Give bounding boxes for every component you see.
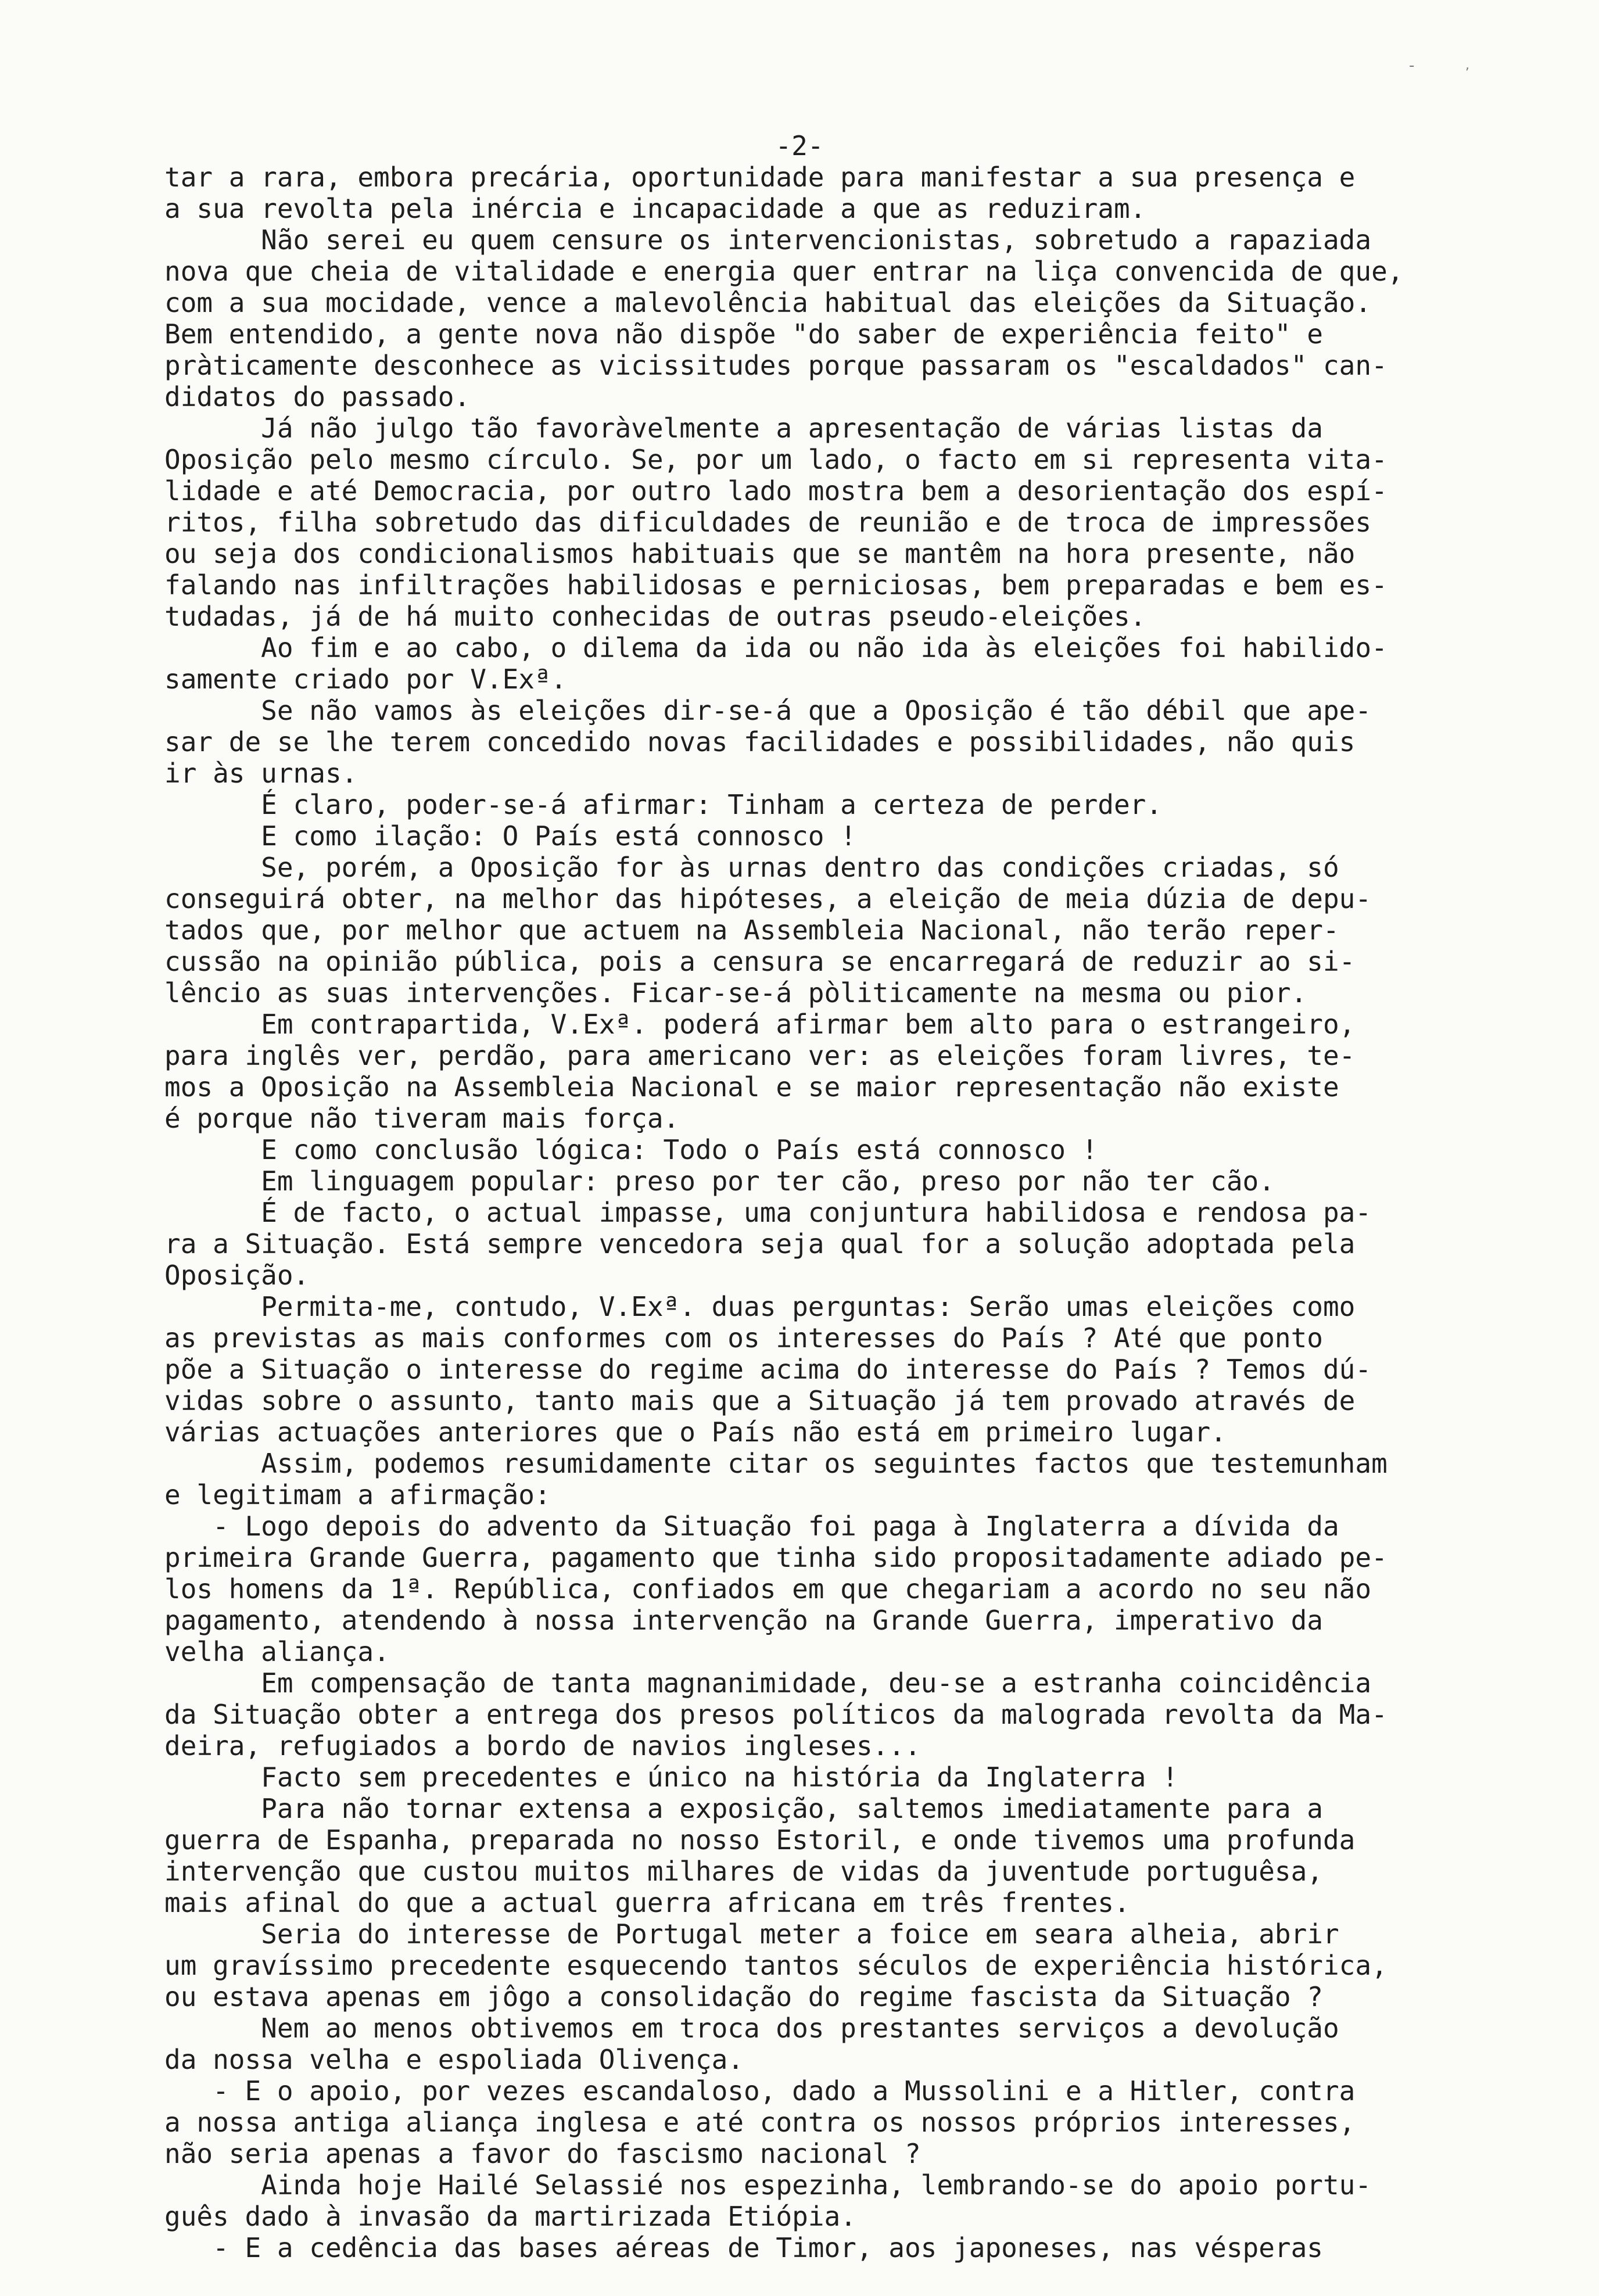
text-line: guês dado à invasão da martirizada Etiópia. <box>164 2201 856 2232</box>
text-line: nova que cheia de vitalidade e energia quer entrar na liça convencida de que, <box>164 256 1404 287</box>
text-line: guerra de Espanha, preparada no nosso Estoril, e onde tivemos uma profunda <box>164 1824 1356 1856</box>
text-line: é porque não tiveram mais força. <box>164 1103 680 1134</box>
text-line: Para não tornar extensa a exposição, saltemos imediatamente para a <box>164 1793 1323 1824</box>
text-line: falando nas infiltrações habilidosas e perniciosas, bem preparadas e bem es- <box>164 569 1388 601</box>
text-line: Ao fim e ao cabo, o dilema da ida ou não ida às eleições foi habilido- <box>164 632 1388 663</box>
text-line: - Logo depois do advento da Situação foi paga à Inglaterra a dívida da <box>164 1511 1339 1542</box>
text-line: pràticamente desconhece as vicissitudes porque passaram os "escaldados" can- <box>164 350 1388 381</box>
text-line: não seria apenas a favor do fascismo nacional ? <box>164 2138 921 2169</box>
text-line: Se não vamos às eleições dir-se-á que a Oposição é tão débil que ape- <box>164 695 1372 726</box>
text-line: Em compensação de tanta magnanimidade, deu-se a estranha coincidência <box>164 1667 1372 1699</box>
text-line: mos a Oposição na Assembleia Nacional e se maior representação não existe <box>164 1071 1339 1103</box>
text-line: põe a Situação o interesse do regime acima do interesse do País ? Temos dú- <box>164 1354 1372 1385</box>
text-line: Já não julgo tão favoràvelmente a apresentação de várias listas da <box>164 412 1323 444</box>
text-line: conseguirá obter, na melhor das hipóteses, a eleição de meia dúzia de depu- <box>164 883 1372 914</box>
text-line: É de facto, o actual impasse, uma conjuntura habilidosa e rendosa pa- <box>164 1197 1372 1228</box>
text-line: - E o apoio, por vezes escandaloso, dado a Mussolini e a Hitler, contra <box>164 2075 1356 2107</box>
text-line: Ainda hoje Hailé Selassié nos espezinha, lembrando-se do apoio portu- <box>164 2169 1372 2201</box>
text-line: didatos do passado. <box>164 381 471 412</box>
text-line: Oposição. <box>164 1260 310 1291</box>
text-line: e legitimam a afirmação: <box>164 1479 551 1511</box>
text-line: da Situação obter a entrega dos presos políticos da malograda revolta da Ma- <box>164 1699 1388 1730</box>
text-line: Bem entendido, a gente nova não dispõe "do saber de experiência feito" e <box>164 318 1323 350</box>
text-line: tudadas, já de há muito conhecidas de outras pseudo-eleições. <box>164 601 1146 632</box>
corner-mark: - <box>1409 57 1415 74</box>
text-line: pagamento, atendendo à nossa intervenção na Grande Guerra, imperativo da <box>164 1605 1323 1636</box>
text-line: E como conclusão lógica: Todo o País está connosco ! <box>164 1134 1098 1165</box>
text-line: deira, refugiados a bordo de navios ingleses... <box>164 1730 921 1762</box>
text-line: ou seja dos condicionalismos habituais que se mantêm na hora presente, não <box>164 538 1356 569</box>
text-line: tar a rara, embora precária, oportunidade para manifestar a sua presença e <box>164 162 1356 193</box>
text-line: Oposição pelo mesmo círculo. Se, por um lado, o facto em si representa vita- <box>164 444 1388 475</box>
text-line: vidas sobre o assunto, tanto mais que a Situação já tem provado através de <box>164 1385 1356 1416</box>
text-line: intervenção que custou muitos milhares de vidas da juventude portuguêsa, <box>164 1856 1323 1887</box>
text-line: da nossa velha e espoliada Olivença. <box>164 2044 744 2075</box>
text-line: ritos, filha sobretudo das dificuldades de reunião e de troca de impressões <box>164 507 1372 538</box>
text-line: Em linguagem popular: preso por ter cão, preso por não ter cão. <box>164 1165 1275 1197</box>
letter-body <box>164 162 1507 2263</box>
corner-mark: , <box>1465 58 1469 73</box>
text-line: mais afinal do que a actual guerra africana em três frentes. <box>164 1887 1130 1918</box>
text-line: Se, porém, a Oposição for às urnas dentro das condições criadas, só <box>164 852 1339 883</box>
text-line: Assim, podemos resumidamente citar os seguintes factos que testemunham <box>164 1448 1388 1479</box>
text-line: ra a Situação. Está sempre vencedora seja qual for a solução adoptada pela <box>164 1228 1356 1260</box>
text-line: a sua revolta pela inércia e incapacidade a que as reduziram. <box>164 193 1146 224</box>
text-line: lidade e até Democracia, por outro lado mostra bem a desorientação dos espí- <box>164 475 1388 507</box>
text-line: É claro, poder-se-á afirmar: Tinham a certeza de perder. <box>164 789 1163 820</box>
text-line: - E a cedência das bases aéreas de Timor, aos japoneses, nas vésperas <box>164 2232 1323 2263</box>
text-line: ou estava apenas em jôgo a consolidação do regime fascista da Situação ? <box>164 1981 1323 2012</box>
text-line: as previstas as mais conformes com os interesses do País ? Até que ponto <box>164 1322 1323 1354</box>
text-line: ir às urnas. <box>164 758 358 789</box>
text-line: Permita-me, contudo, V.Exª. duas perguntas: Serão umas eleições como <box>164 1291 1356 1322</box>
text-line: Facto sem precedentes e único na história da Inglaterra ! <box>164 1762 1178 1793</box>
text-line: Em contrapartida, V.Exª. poderá afirmar bem alto para o estrangeiro, <box>164 1009 1356 1040</box>
text-line: sar de se lhe terem concedido novas facilidades e possibilidades, não quis <box>164 726 1356 758</box>
text-line: um gravíssimo precedente esquecendo tantos séculos de experiência histórica, <box>164 1950 1388 1981</box>
text-line: com a sua mocidade, vence a malevolência habitual das eleições da Situação. <box>164 287 1372 318</box>
text-line: Nem ao menos obtivemos em troca dos prestantes serviços a devolução <box>164 2012 1339 2044</box>
text-line: los homens da 1ª. República, confiados em que chegariam a acordo no seu não <box>164 1573 1372 1605</box>
text-line: cussão na opinião pública, pois a censura se encarregará de reduzir ao si- <box>164 946 1356 977</box>
text-line: Não serei eu quem censure os intervencionistas, sobretudo a rapaziada <box>164 224 1372 256</box>
text-line: Seria do interesse de Portugal meter a foice em seara alheia, abrir <box>164 1918 1339 1950</box>
text-line: para inglês ver, perdão, para americano ver: as eleições foram livres, te- <box>164 1040 1356 1071</box>
page-number: -2- <box>775 130 824 162</box>
text-line: várias actuações anteriores que o País não está em primeiro lugar. <box>164 1416 1227 1448</box>
text-line: primeira Grande Guerra, pagamento que tinha sido propositadamente adiado pe- <box>164 1542 1388 1573</box>
text-line: E como ilação: O País está connosco ! <box>164 820 856 852</box>
text-line: a nossa antiga aliança inglesa e até contra os nossos próprios interesses, <box>164 2107 1356 2138</box>
text-line: lêncio as suas intervenções. Ficar-se-á pòliticamente na mesma ou pior. <box>164 977 1307 1009</box>
text-line: velha aliança. <box>164 1636 390 1667</box>
text-line: samente criado por V.Exª. <box>164 663 567 695</box>
text-line: tados que, por melhor que actuem na Assembleia Nacional, não terão reper- <box>164 914 1339 946</box>
